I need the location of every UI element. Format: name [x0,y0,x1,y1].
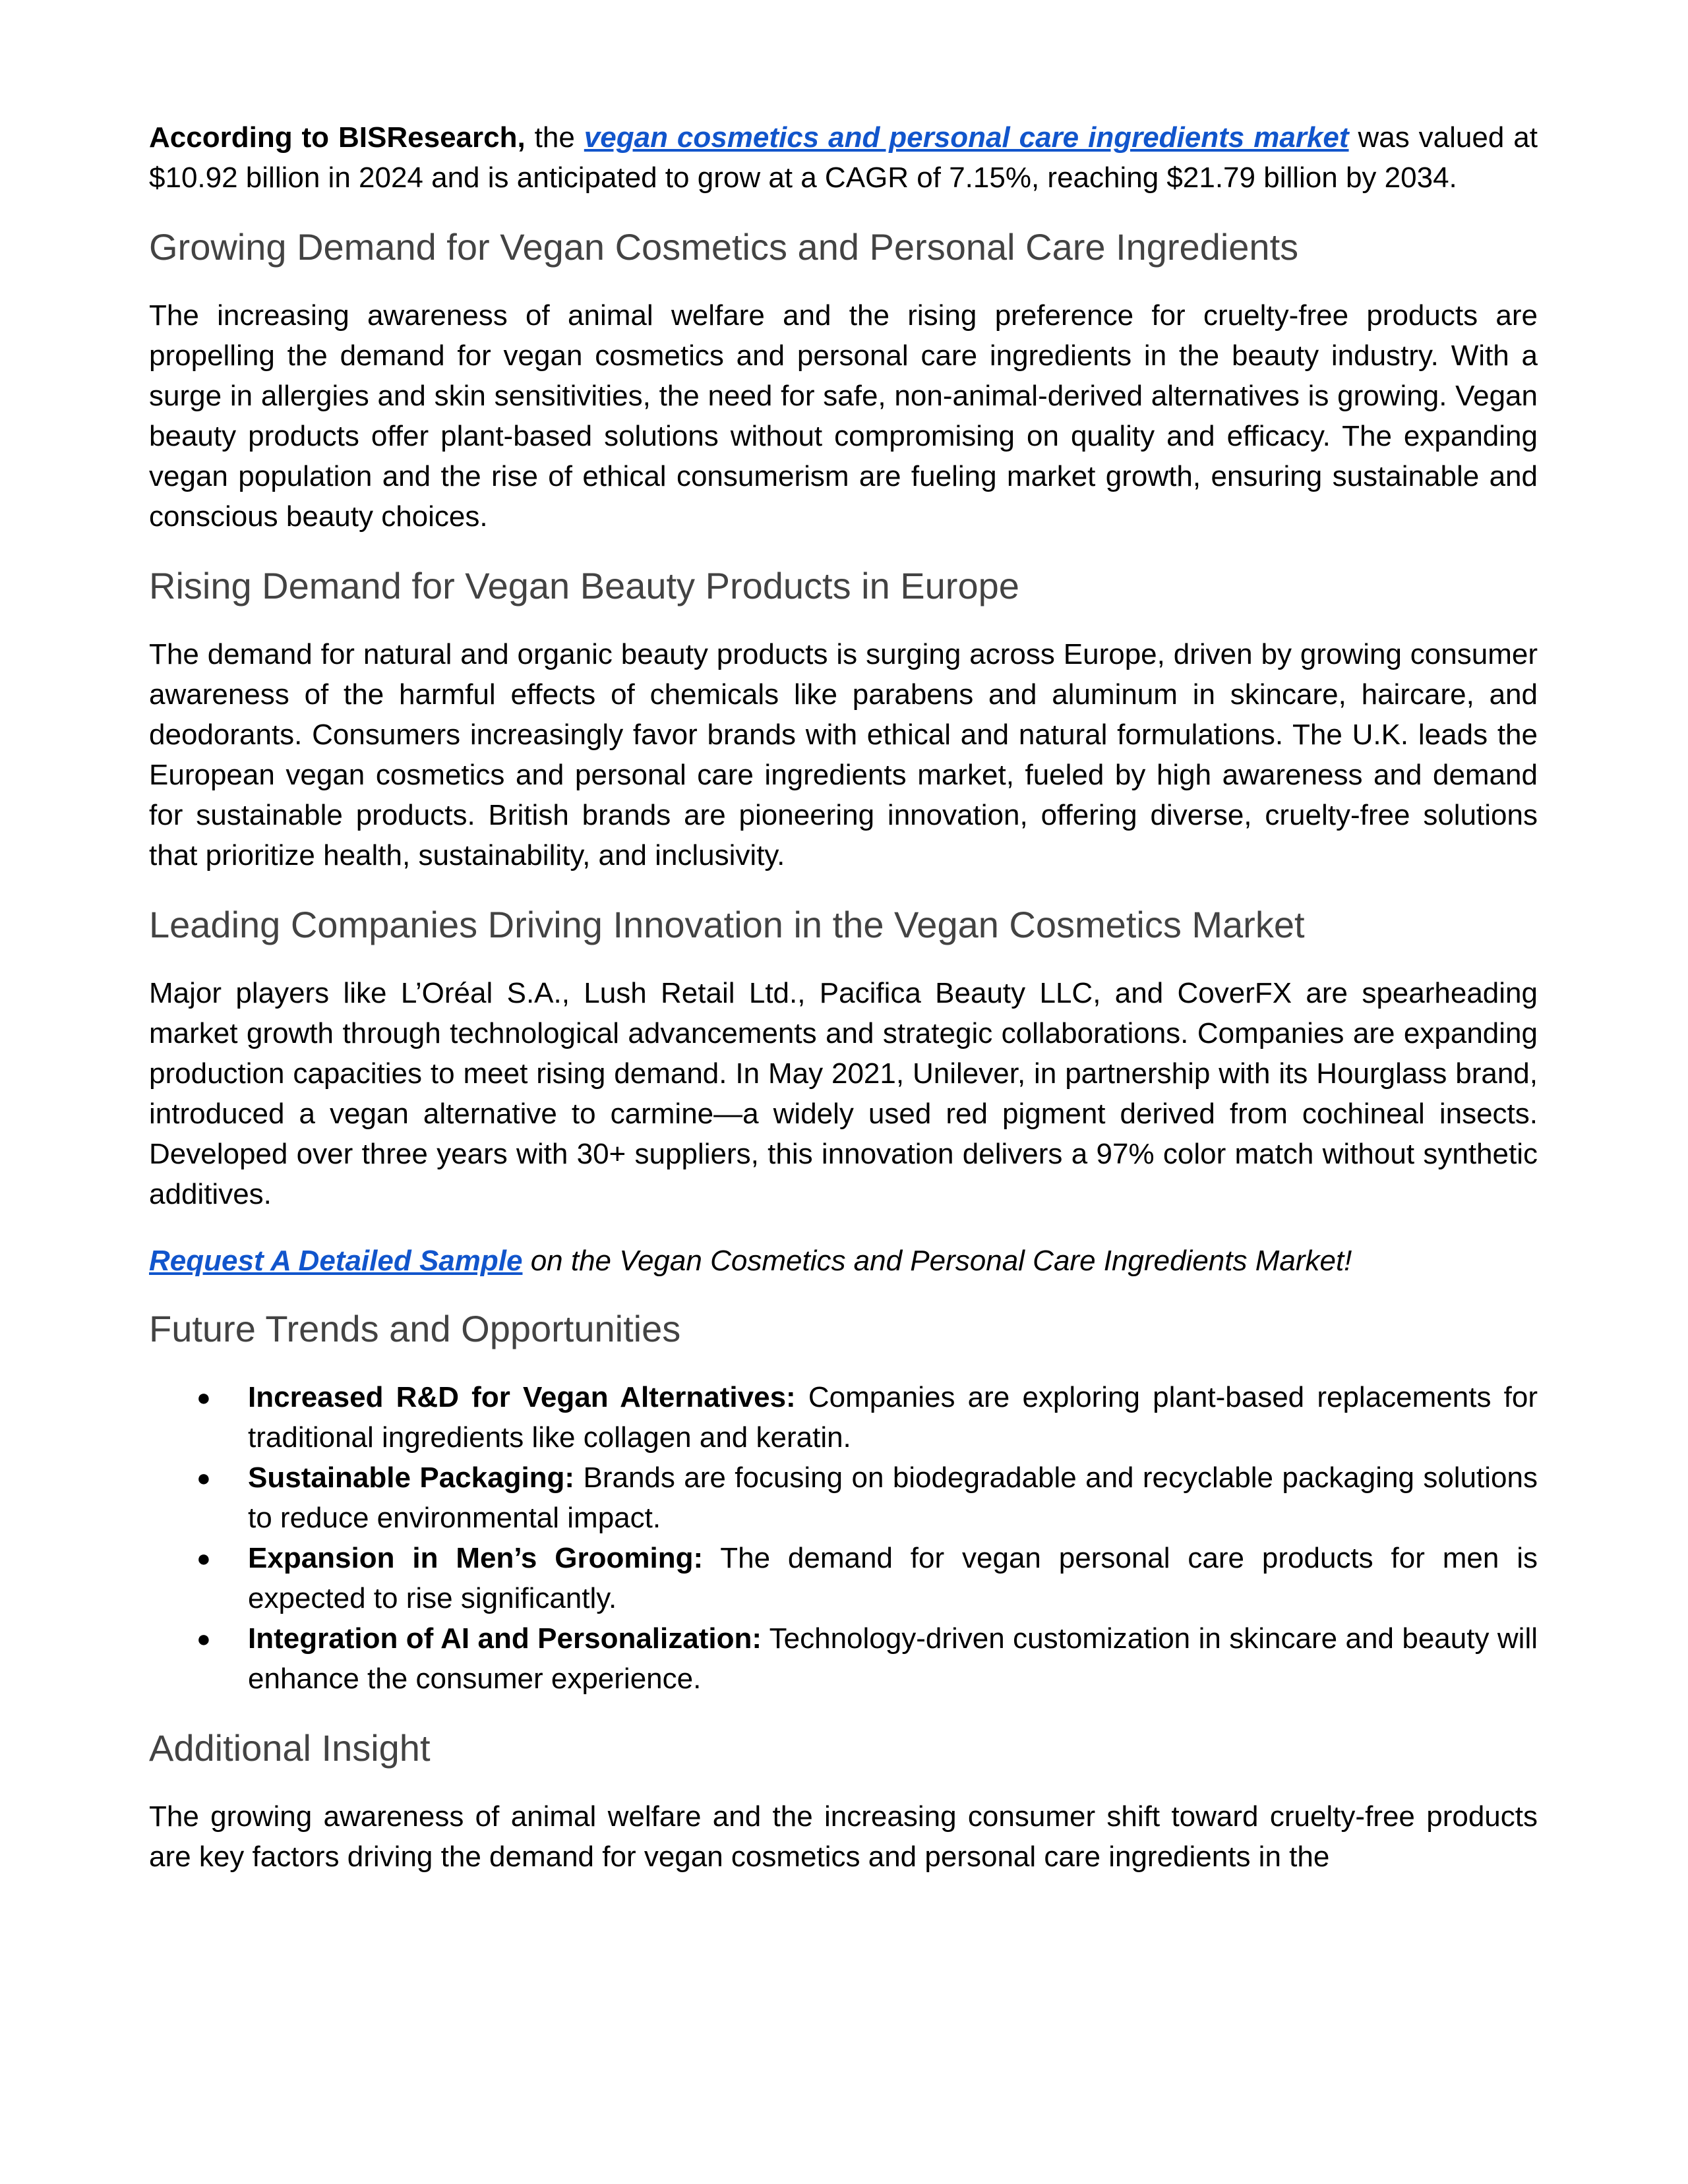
trend-title: Expansion in Men’s Grooming: [248,1542,704,1574]
bullet-icon: ● [196,1384,211,1411]
heading-additional-insight: Additional Insight [149,1727,431,1769]
list-item [149,1377,1538,1458]
trend-text: The demand for vegan personal care products for men is expected to rise significantly. [248,1542,1538,1614]
heading-growing-demand: Growing Demand for Vegan Cosmetics and Personal Care Ingredients [149,226,1299,268]
trend-title: Integration of AI and Personalization: [248,1622,762,1655]
market-report-link[interactable]: vegan cosmetics and personal care ingredients market [584,121,1349,154]
document-page [149,117,1538,1877]
heading-future-trends: Future Trends and Opportunities [149,1308,681,1349]
trend-title: Increased R&D for Vegan Alternatives: [248,1381,796,1413]
list-item [149,1458,1538,1538]
bullet-icon: ● [196,1464,211,1491]
heading-europe-demand: Rising Demand for Vegan Beauty Products in Europe [149,565,1019,606]
trend-title: Sustainable Packaging: [248,1461,575,1494]
intro-pre-link: the [525,121,584,154]
heading-leading-companies: Leading Companies Driving Innovation in the Vegan Cosmetics Market [149,904,1305,945]
bullet-icon: ● [196,1625,211,1652]
paragraph-growing-demand: The increasing awareness of animal welfare and the rising preference for cruelty-free products are propelling the demand for vegan cosmetics and personal care ingredients in the beauty industry. With a surge in allergies and skin sensitivities, the need for safe, non-animal-derived alternatives is growing. Vegan beauty products offer plant-based solutions without compromising on quality and efficacy. The expanding vegan population and the rise of ethical consumerism are fueling market growth, ensuring sustainable and conscious beauty choices. [149,299,1538,533]
intro-source: According to BISResearch, [149,121,526,154]
bullet-icon: ● [196,1545,211,1572]
request-sample-link[interactable]: Request A Detailed Sample [149,1245,523,1277]
list-item [149,1538,1538,1618]
trend-text: Technology-driven customization in skincare and beauty will enhance the consumer experience. [248,1622,1538,1695]
list-item [149,1618,1538,1699]
request-sample-paragraph [149,1241,1538,1281]
paragraph-additional-insight: The growing awareness of animal welfare and the increasing consumer shift toward cruelty-free products are key factors driving the demand for vegan cosmetics and personal care ingredients in the [149,1800,1538,1873]
trend-text: Companies are exploring plant-based replacements for traditional ingredients like collagen and keratin. [248,1381,1538,1454]
trends-list [149,1377,1538,1699]
paragraph-leading-companies: Major players like L’Oréal S.A., Lush Retail Ltd., Pacifica Beauty LLC, and CoverFX are spearheading market growth through technological advancements and strategic collaborations. Companies are expanding production capacities to meet rising demand. In May 2021, Unilever, in partnership with its Hourglass brand, introduced a vegan alternative to carmine—a widely used red pigment derived from cochineal insects. Developed over three years with 30+ suppliers, this innovation delivers a 97% color match without synthetic additives. [149,977,1538,1210]
trend-text: Brands are focusing on biodegradable and recyclable packaging solutions to reduce environmental impact. [248,1461,1538,1534]
intro-paragraph [149,117,1538,198]
request-sample-rest: on the Vegan Cosmetics and Personal Care Ingredients Market! [522,1245,1352,1277]
paragraph-europe-demand: The demand for natural and organic beauty products is surging across Europe, driven by growing consumer awareness of the harmful effects of chemicals like parabens and aluminum in skincare, haircare, and deodorants. Consumers increasingly favor brands with ethical and natural formulations. The U.K. leads the European vegan cosmetics and personal care ingredients market, fueled by high awareness and demand for sustainable products. British brands are pioneering innovation, offering diverse, cruelty-free solutions that prioritize health, sustainability, and inclusivity. [149,638,1538,871]
intro-rest: was valued at $10.92 billion in 2024 and is anticipated to grow at a CAGR of 7.15%, reaching $21.79 billion by 2034. [149,121,1538,194]
